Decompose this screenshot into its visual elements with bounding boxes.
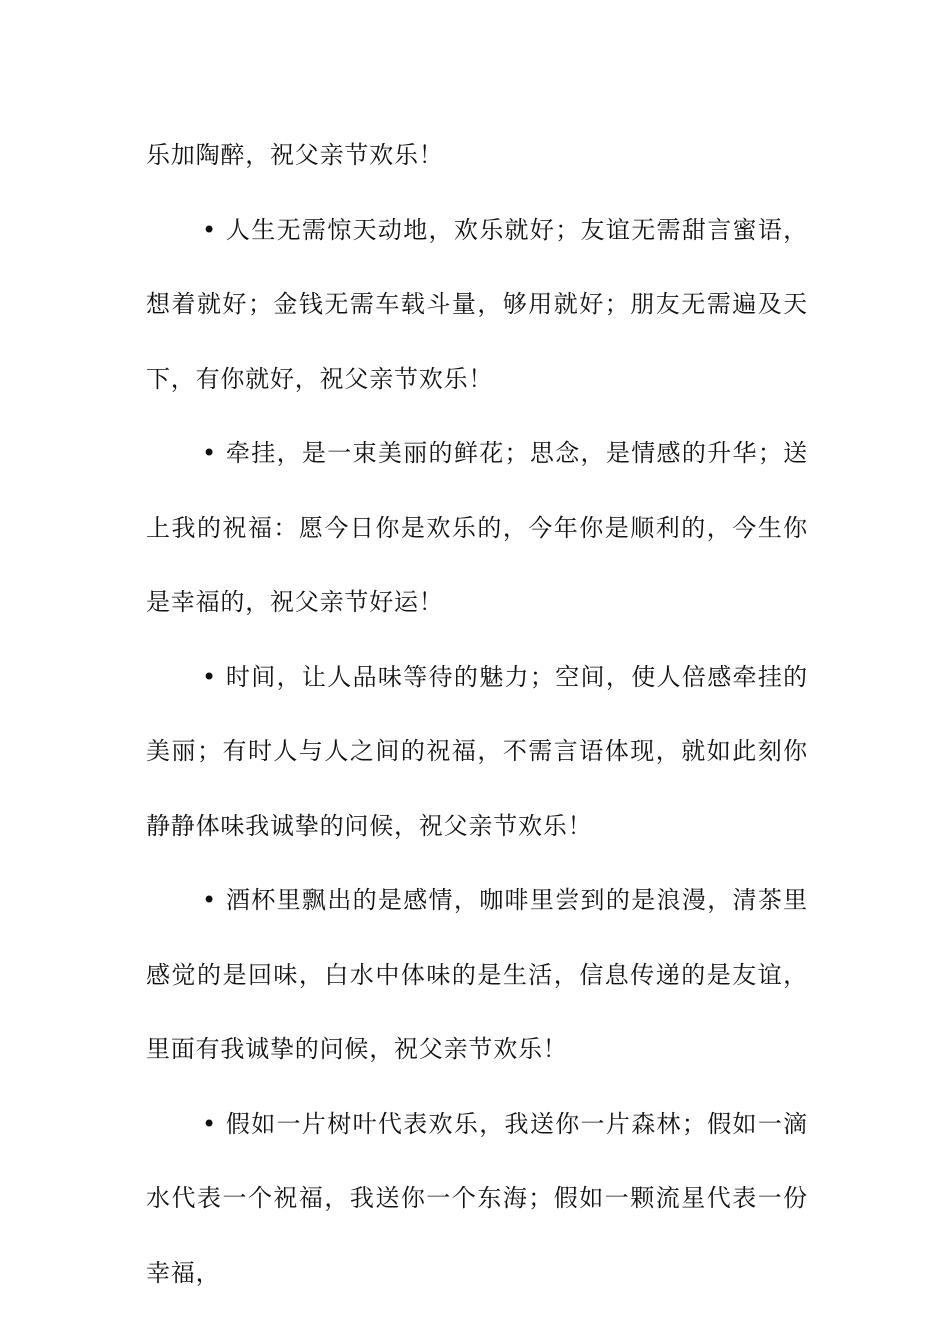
paragraph-blessing-1: • 人生无需惊天动地，欢乐就好；友谊无需甜言蜜语，想着就好；金钱无需车载斗量，够用就好；朋友无需遍及天下，有你就好，祝父亲节欢乐！ [146,215,808,393]
paragraph-blessing-3: • 时间，让人品味等待的魅力；空间，使人倍感牵挂的美丽；有时人与人之间的祝福，不需言语体现，就如此刻你静静体味我诚挚的问候，祝父亲节欢乐！ [146,662,808,840]
paragraph-continued: 乐加陶醉，祝父亲节欢乐！ [146,141,444,169]
paragraph-blessing-5: • 假如一片树叶代表欢乐，我送你一片森林；假如一滴水代表一个祝福，我送你一个东海；假如一颗流星代表一份幸福， [146,1109,808,1287]
paragraph-blessing-2: • 牵挂，是一束美丽的鲜花；思念，是情感的升华；送上我的祝福：愿今日你是欢乐的，今年你是顺利的，今生你是幸福的，祝父亲节好运！ [146,439,808,616]
document-body [146,118,808,1310]
paragraph-blessing-4: • 酒杯里飘出的是感情，咖啡里尝到的是浪漫，清茶里感觉的是回味，白水中体味的是生活，信息传递的是友谊，里面有我诚挚的问候，祝父亲节欢乐！ [146,886,808,1063]
